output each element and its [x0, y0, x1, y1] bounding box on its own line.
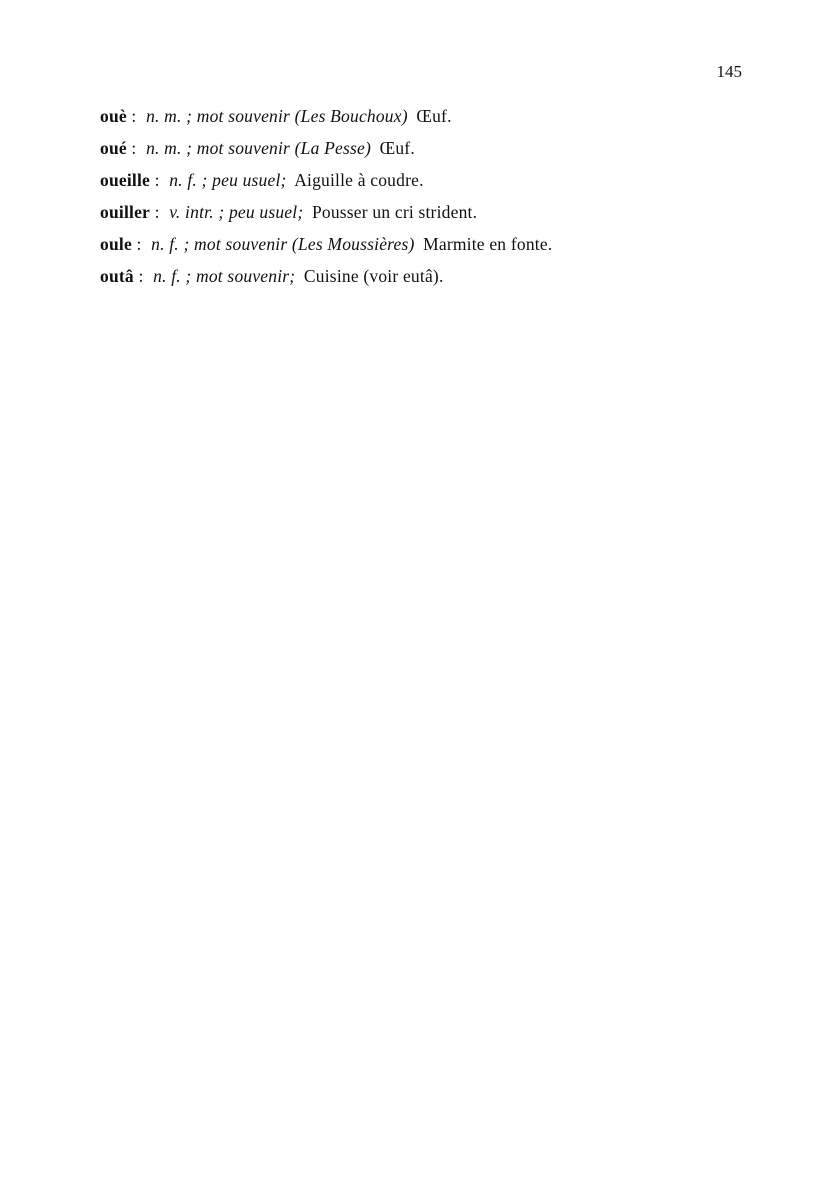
entry-grammar-note: v. intr. ; peu usuel; — [169, 202, 304, 222]
dictionary-entry — [100, 200, 740, 232]
entry-separator: : — [131, 234, 142, 254]
entry-headword: oueille — [100, 170, 151, 190]
entry-definition: Œuf. — [379, 138, 415, 158]
entry-definition: Aiguille à coudre. — [294, 170, 424, 190]
entry-definition: Pousser un cri strident. — [311, 202, 478, 222]
entry-headword: outâ — [100, 266, 134, 286]
entry-separator: : — [150, 202, 160, 222]
dictionary-entry — [100, 104, 740, 136]
dictionary-entry — [100, 264, 740, 296]
entry-grammar-note: n. m. ; mot souvenir (Les Bouchoux) — [146, 106, 408, 126]
entry-headword: ouiller — [100, 202, 151, 222]
entry-headword: oué — [100, 138, 127, 158]
entry-separator: : — [133, 266, 144, 286]
entry-grammar-note: n. f. ; mot souvenir (Les Moussières) — [151, 234, 415, 254]
entry-separator: : — [126, 106, 137, 126]
dictionary-entry — [100, 136, 740, 168]
dictionary-entry — [100, 168, 740, 200]
entry-grammar-note: n. f. ; mot souvenir; — [153, 266, 296, 286]
entry-definition: Cuisine (voir eutâ). — [303, 266, 444, 286]
dictionary-entry — [100, 232, 740, 264]
entry-separator: : — [126, 138, 137, 158]
entry-grammar-note: n. m. ; mot souvenir (La Pesse) — [146, 138, 371, 158]
entry-definition: Œuf. — [416, 106, 452, 126]
entry-grammar-note: n. f. ; peu usuel; — [169, 170, 287, 190]
entry-separator: : — [150, 170, 160, 190]
entry-definition: Marmite en fonte. — [423, 234, 553, 254]
entry-list — [100, 104, 740, 296]
entry-headword: oule — [100, 234, 132, 254]
entry-headword: ouè — [100, 106, 127, 126]
page-number: 145 — [716, 62, 742, 81]
